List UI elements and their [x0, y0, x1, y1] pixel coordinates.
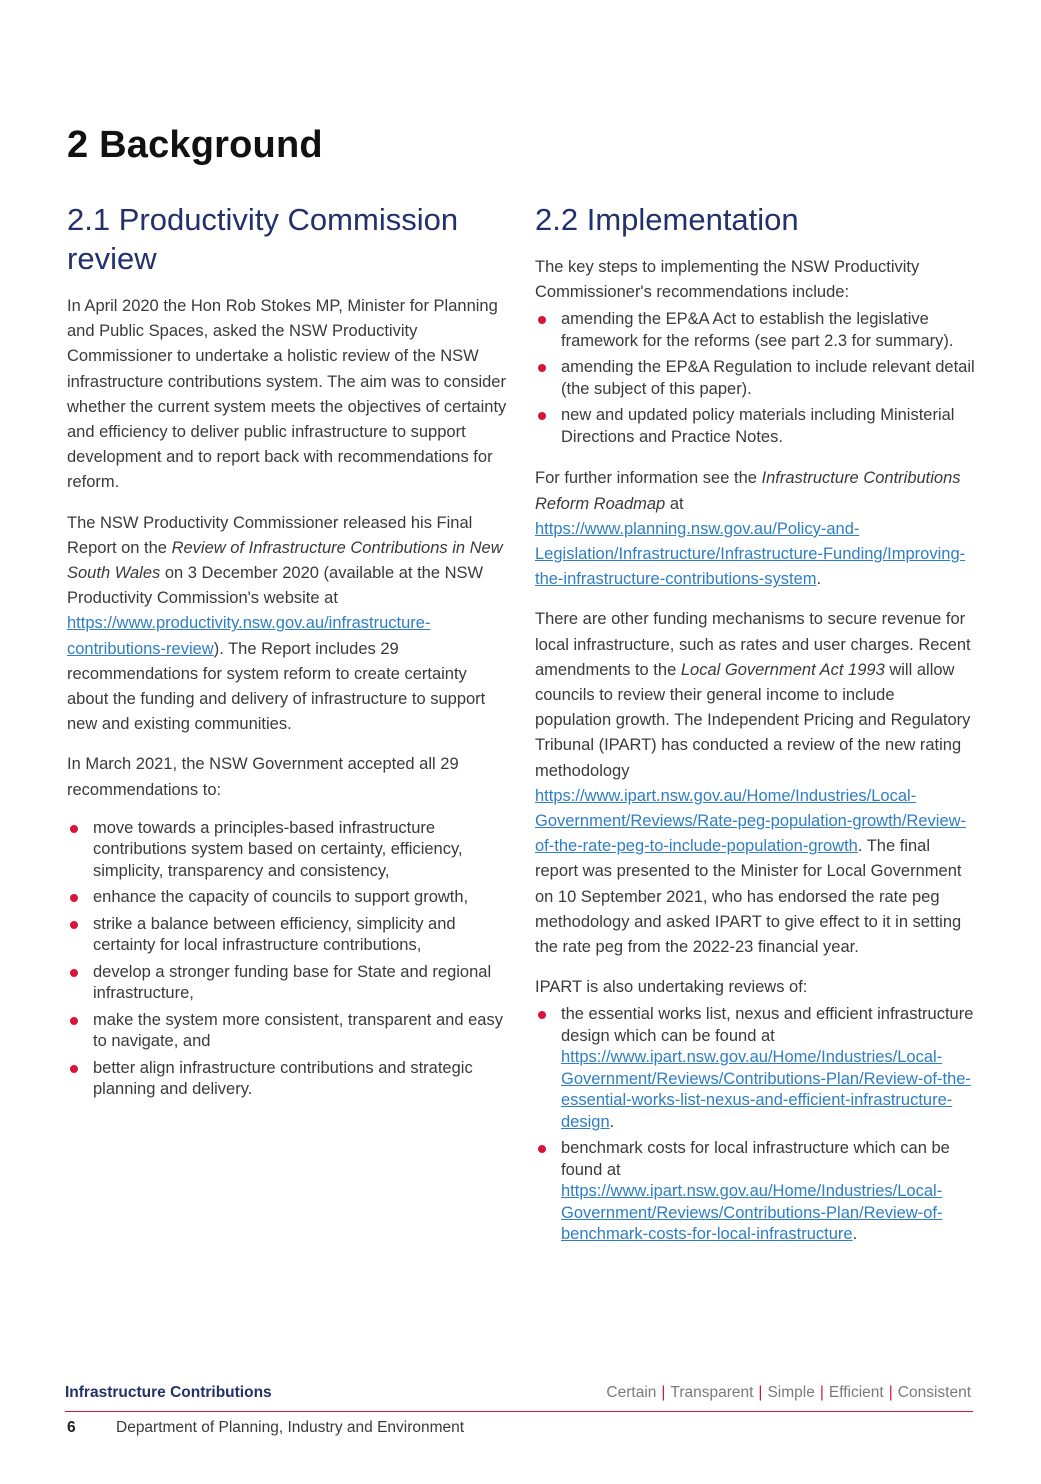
- page-title: 2 Background: [67, 124, 323, 166]
- productivity-commission-link[interactable]: https://www.productivity.nsw.gov.au/infrastructure-contributions-review: [67, 614, 431, 658]
- bullet-icon: [538, 1145, 546, 1153]
- paragraph-accepted: In March 2021, the NSW Government accepted all 29 recommendations to:: [67, 755, 459, 799]
- roadmap-link[interactable]: https://www.planning.nsw.gov.au/Policy-and-Legislation/Infrastructure/Infrastructure-Funding/Improving-the-infrastructure-contributions-system: [535, 519, 966, 589]
- section-heading-productivity-review: 2.1 Productivity Commission review: [67, 202, 459, 276]
- bullet-icon: [70, 1017, 78, 1025]
- list-item: benchmark costs for local infrastructure which can be found at https://www.ipart.nsw.gov.au/Home/Industries/Local-Government/Reviews/Contributions-Plan/Review-of-benchmark-costs-for-local-infrastructure.: [535, 1138, 975, 1246]
- bullet-icon: [70, 921, 78, 929]
- list-item: move towards a principles-based infrastructure contributions system based on certainty, efficiency, simplicity, transparency and consistency,: [67, 818, 507, 883]
- footer-title: Infrastructure Contributions: [65, 1384, 272, 1401]
- page-number: 6: [67, 1419, 76, 1436]
- footer-tagline: Certain | Transparent | Simple | Efficient | Consistent: [606, 1384, 971, 1401]
- left-column: [67, 200, 507, 1115]
- list-item: enhance the capacity of councils to support growth,: [67, 887, 507, 909]
- separator: |: [758, 1384, 763, 1401]
- benchmark-costs-review-link[interactable]: https://www.ipart.nsw.gov.au/Home/Industries/Local-Government/Reviews/Contributions-Plan/Review-of-benchmark-costs-for-local-infrastructure: [561, 1182, 943, 1244]
- department-name: Department of Planning, Industry and Environment: [116, 1419, 465, 1436]
- bullet-icon: [538, 364, 546, 372]
- paragraph-key-steps: The key steps to implementing the NSW Productivity Commissioner's recommendations include:: [535, 258, 920, 302]
- bullet-icon: [70, 969, 78, 977]
- right-column: [535, 200, 975, 1260]
- bullet-icon: [538, 412, 546, 420]
- paragraph-funding-mechanisms: There are other funding mechanisms to secure revenue for local infrastructure, such as rates and user charges. Recent amendments to the Local Government Act 1993 will allow councils to review their general income to include population growth. The Independent Pricing and Regulatory Tribunal (IPART) has conducted a review of the new rating methodology https://www.ipart.nsw.gov.au/Home/Industries/Local-Government/Reviews/Rate-peg-population-growth/Review-of-the-rate-peg-to-include-population-growth. The final report was presented to the Minister for Local Government on 10 September 2021, who has endorsed the rate peg methodology and asked IPART to give effect to it in setting the rate peg from the 2022-23 financial year.: [535, 610, 971, 957]
- paragraph-request: In April 2020 the Hon Rob Stokes MP, Minister for Planning and Public Spaces, asked the NSW Productivity Commissioner to undertake a holistic review of the NSW infrastructure contributions system. The aim was to consider whether the current system meets the objectives of certainty and efficiency to deliver public infrastructure to support development and to report back with recommendations for reform.: [67, 297, 507, 492]
- bullet-icon: [70, 825, 78, 833]
- list-item: amending the EP&A Act to establish the legislative framework for the reforms (see part 2.3 for summary).: [535, 309, 975, 352]
- separator: |: [888, 1384, 893, 1401]
- list-item: the essential works list, nexus and efficient infrastructure design which can be found at https://www.ipart.nsw.gov.au/Home/Industries/Local-Government/Reviews/Contributions-Plan/Review-of-the-essential-works-list-nexus-and-efficient-infrastructure-design.: [535, 1004, 975, 1133]
- paragraph-further-info: For further information see the Infrastructure Contributions Reform Roadmap at https://www.planning.nsw.gov.au/Policy-and-Legislation/Infrastructure/Infrastructure-Funding/Improving-the-infrastructure-contributions-system.: [535, 469, 966, 589]
- list-item: strike a balance between efficiency, simplicity and certainty for local infrastructure contributions,: [67, 914, 507, 957]
- list-item: better align infrastructure contributions and strategic planning and delivery.: [67, 1058, 507, 1101]
- list-item: make the system more consistent, transparent and easy to navigate, and: [67, 1010, 507, 1053]
- paragraph-ipart-reviews: IPART is also undertaking reviews of:: [535, 978, 808, 997]
- bullet-icon: [538, 316, 546, 324]
- key-steps-list: [535, 309, 975, 448]
- recommendations-list: [67, 818, 507, 1101]
- list-item: amending the EP&A Regulation to include relevant detail (the subject of this paper).: [535, 357, 975, 400]
- essential-works-review-link[interactable]: https://www.ipart.nsw.gov.au/Home/Industries/Local-Government/Reviews/Contributions-Plan/Review-of-the-essential-works-list-nexus-and-efficient-infrastructure-design: [561, 1048, 971, 1131]
- section-heading-implementation: 2.2 Implementation: [535, 202, 799, 237]
- rate-peg-review-link[interactable]: https://www.ipart.nsw.gov.au/Home/Industries/Local-Government/Reviews/Rate-peg-population-growth/Review-of-the-rate-peg-to-include-population-growth: [535, 786, 967, 856]
- list-item: new and updated policy materials including Ministerial Directions and Practice Notes.: [535, 405, 975, 448]
- separator: |: [661, 1384, 666, 1401]
- footer-divider: [65, 1411, 973, 1412]
- ipart-reviews-list: [535, 1004, 975, 1246]
- paragraph-final-report: The NSW Productivity Commissioner released his Final Report on the Review of Infrastructure Contributions in New South Wales on 3 December 2020 (available at the NSW Productivity Commission's website at https://www.productivity.nsw.gov.au/infrastructure-contributions-review). The Report includes 29 recommendations for system reform to create certainty about the funding and delivery of infrastructure to support new and existing communities.: [67, 513, 503, 734]
- separator: |: [819, 1384, 824, 1401]
- bullet-icon: [538, 1011, 546, 1019]
- bullet-icon: [70, 894, 78, 902]
- bullet-icon: [70, 1065, 78, 1073]
- list-item: develop a stronger funding base for State and regional infrastructure,: [67, 962, 507, 1005]
